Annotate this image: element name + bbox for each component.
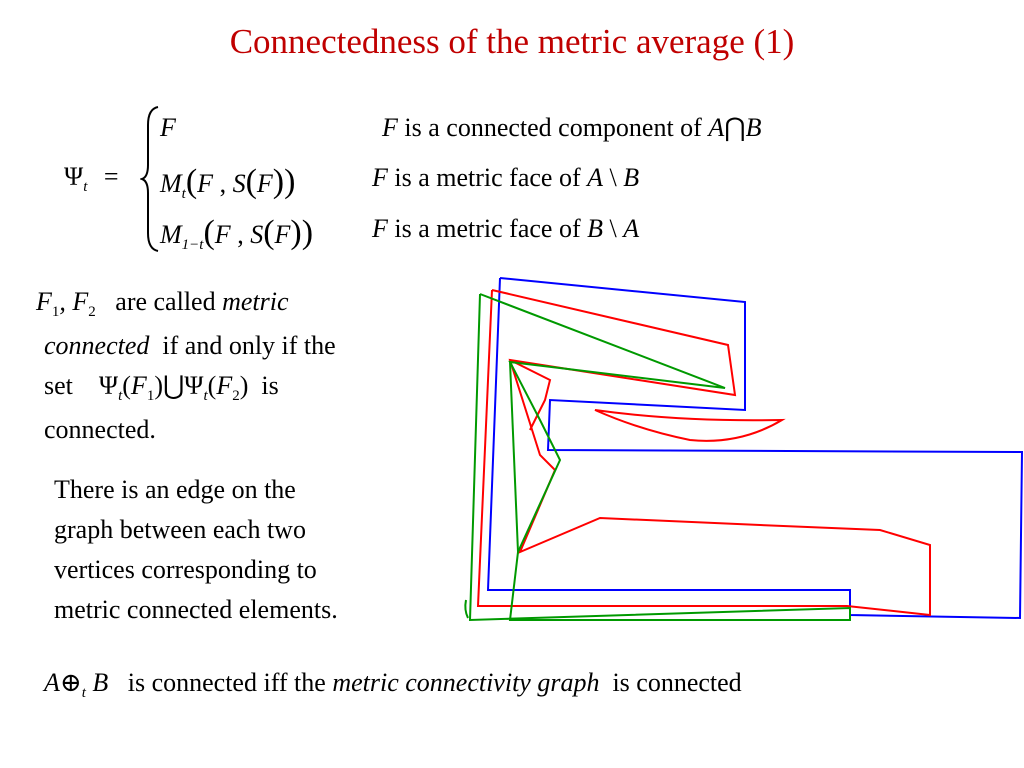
red-outline bbox=[478, 290, 930, 615]
conclusion: $A\oplus_t$ B is connected iff the metric connectivity graph is connected bbox=[44, 668, 742, 701]
cases-brace bbox=[140, 105, 160, 253]
psi-lhs: $\Psi_t$ = bbox=[64, 162, 119, 195]
case-2-condition: F is a metric face of A \ B bbox=[372, 163, 640, 192]
blue-outline bbox=[488, 278, 1022, 618]
green-tick bbox=[465, 600, 468, 618]
metric-connected-paragraph: $F_1$, $F_2$ are called metric connected if and only if the set $\Psi_t(F_1)⋃\Psi_t(F_2)$ is connected. bbox=[36, 287, 336, 444]
sum-expression: $A\oplus_t$ B bbox=[44, 668, 109, 701]
case-3-condition: F is a metric face of B \ A bbox=[372, 214, 640, 243]
slide-title: Connectedness of the metric average (1) bbox=[229, 22, 795, 61]
red-sliver bbox=[595, 410, 782, 441]
case-2-expr: $M_t(F$ , S(F)) bbox=[160, 163, 296, 202]
case-3-expr: $M_{1-t}(F$ , S(F)) bbox=[160, 214, 314, 253]
case-1-expr: F bbox=[160, 113, 176, 142]
red-spike bbox=[510, 360, 550, 430]
pair-vars: $F_1$, $F_2$ bbox=[36, 287, 96, 320]
green-outline bbox=[470, 294, 850, 620]
shapes-diagram bbox=[460, 270, 1024, 640]
case-1-condition: F is a connected component of A⋂B bbox=[382, 113, 762, 142]
set-expression: $\Psi_t(F_1)⋃\Psi_t(F_2)$ bbox=[98, 371, 249, 404]
edge-note: There is an edge on the graph between each two vertices corresponding to metric connected elements. bbox=[54, 475, 338, 624]
green-spoke bbox=[510, 362, 518, 552]
